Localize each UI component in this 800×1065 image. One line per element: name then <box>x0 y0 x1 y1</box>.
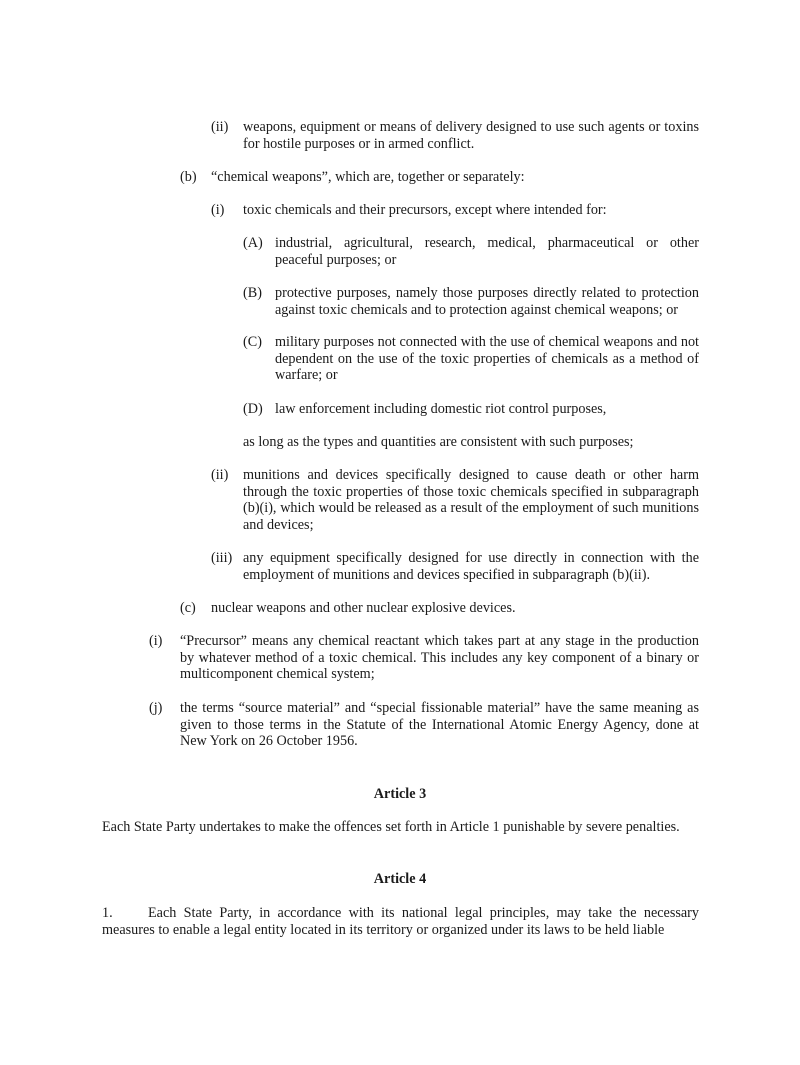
continuation-text: as long as the types and quantities are consistent with such purposes; <box>243 434 634 450</box>
item-text: protective purposes, namely those purposes directly related to protection against toxic chemicals and to protection against chemical weapons; or <box>275 285 699 318</box>
item-label: (i) <box>211 202 225 218</box>
article-4-paragraph-1 <box>102 905 699 938</box>
item-text: any equipment specifically designed for use directly in connection with the employment of munitions and devices specified in subparagraph (b)(ii). <box>243 550 699 583</box>
item-label: (c) <box>180 600 196 616</box>
item-label: (B) <box>243 285 262 301</box>
item-text: law enforcement including domestic riot control purposes, <box>275 401 607 417</box>
item-label: (b) <box>180 169 197 185</box>
item-text: industrial, agricultural, research, medical, pharmaceutical or other peaceful purposes; or <box>275 235 699 268</box>
item-text: munitions and devices specifically designed to cause death or other harm through the toxic properties of those toxic chemicals specified in subparagraph (b)(i), which would be released as a result of the employment of such munitions and devices; <box>243 467 699 533</box>
item-label: (i) <box>149 633 163 649</box>
item-label: (j) <box>149 700 163 716</box>
item-text: toxic chemicals and their precursors, except where intended for: <box>243 202 607 218</box>
item-label: (ii) <box>211 467 229 483</box>
article-3-text: Each State Party undertakes to make the offences set forth in Article 1 punishable by severe penalties. <box>102 819 680 835</box>
item-text: weapons, equipment or means of delivery designed to use such agents or toxins for hostile purposes or in armed conflict. <box>243 119 699 152</box>
item-label: (iii) <box>211 550 233 566</box>
article-4-heading: Article 4 <box>373 871 427 887</box>
item-text: the terms “source material” and “special fissionable material” have the same meaning as given to those terms in the Statute of the International Atomic Energy Agency, done at New York on 26 October 1956. <box>180 700 699 750</box>
item-label: (A) <box>243 235 263 251</box>
item-text: “Precursor” means any chemical reactant which takes part at any stage in the production by whatever method of a toxic chemical. This includes any key component of a binary or multicomponent chemical system; <box>180 633 699 683</box>
item-label: (C) <box>243 334 262 350</box>
item-text: military purposes not connected with the use of chemical weapons and not dependent on the use of the toxic properties of chemicals as a method of warfare; or <box>275 334 699 384</box>
item-label: (ii) <box>211 119 229 135</box>
paragraph-text: Each State Party, in accordance with its national legal principles, may take the necessary measures to enable a legal entity located in its territory or organized under its laws to be held liable <box>102 905 699 938</box>
article-3-heading: Article 3 <box>373 786 427 802</box>
item-text: nuclear weapons and other nuclear explosive devices. <box>211 600 516 616</box>
item-label: (D) <box>243 401 263 417</box>
item-text: “chemical weapons”, which are, together or separately: <box>211 169 525 185</box>
paragraph-number: 1. <box>102 905 113 921</box>
